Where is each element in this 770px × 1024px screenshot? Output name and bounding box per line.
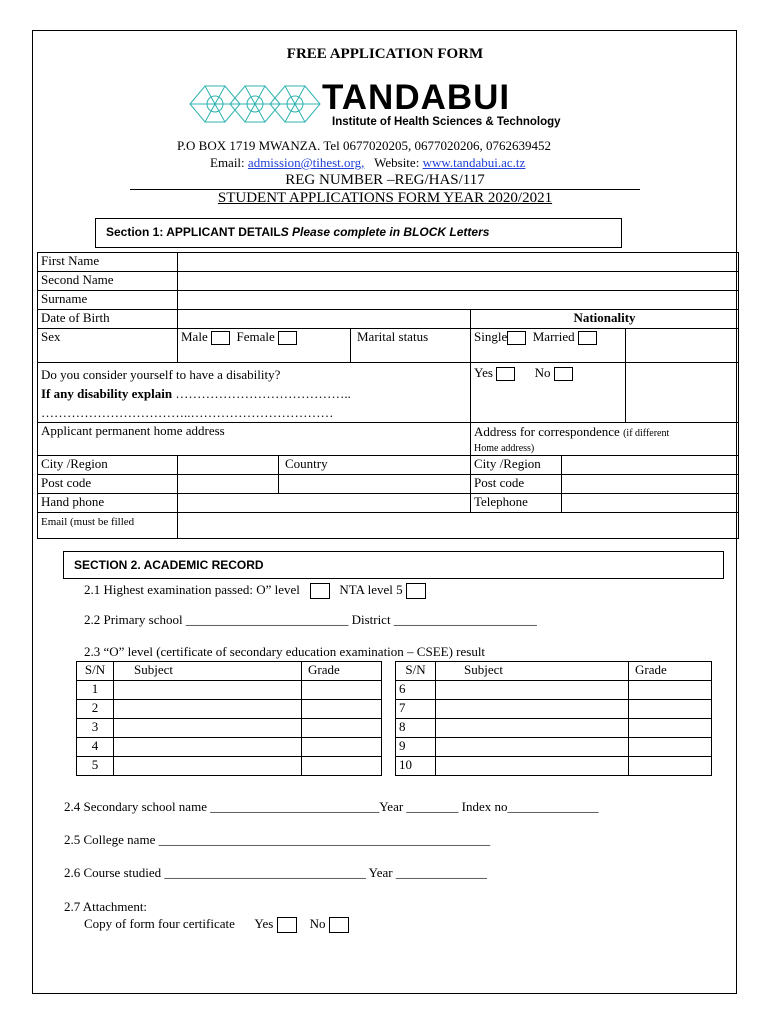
grade-cell[interactable] <box>302 719 382 738</box>
table-row <box>396 681 712 700</box>
disability-cell[interactable] <box>38 363 471 423</box>
subject-cell[interactable] <box>436 757 629 776</box>
disability-explain-label: If any disability explain <box>41 386 173 401</box>
sn-cell: 10 <box>396 757 436 776</box>
table-row <box>396 757 712 776</box>
table-row <box>396 719 712 738</box>
grade-cell[interactable] <box>302 757 382 776</box>
form-title: FREE APPLICATION FORM <box>286 46 484 62</box>
grade-cell[interactable] <box>302 738 382 757</box>
website-label: Website: <box>374 155 420 170</box>
sn-cell: 4 <box>77 738 114 757</box>
logo-name: TANDABUI <box>322 78 511 117</box>
logo-graphic <box>180 78 330 130</box>
table-row <box>38 363 739 423</box>
table-row <box>38 423 739 456</box>
email-link[interactable]: admission@tihest.org, <box>247 155 365 170</box>
table-row <box>77 738 382 757</box>
sn-cell: 6 <box>396 681 436 700</box>
table-row <box>77 681 382 700</box>
table-row <box>38 310 739 329</box>
address-line: P.O BOX 1719 MWANZA. Tel 0677020205, 0677020206, 0762639452 <box>177 138 552 153</box>
attach-yes-label: Yes <box>254 916 274 931</box>
table-row <box>77 719 382 738</box>
subject-cell[interactable] <box>114 700 302 719</box>
married-label: Married <box>532 329 575 344</box>
first-name-label: First Name <box>38 253 178 272</box>
telephone-field[interactable] <box>562 494 739 513</box>
home-address-label: Applicant permanent home address <box>38 423 471 456</box>
reg-number: REG NUMBER –REG/HAS/117 <box>130 172 640 190</box>
second-name-label: Second Name <box>38 272 178 291</box>
q21-line <box>84 582 426 599</box>
sn-cell: 1 <box>77 681 114 700</box>
corr-note-2: Home address) <box>474 443 535 454</box>
sex-options <box>178 329 351 363</box>
table-row <box>38 513 739 539</box>
nationality-field[interactable] <box>626 329 739 363</box>
subject-cell[interactable] <box>114 719 302 738</box>
disability-dots-line2: ……………………………..…………………………… <box>41 405 334 420</box>
subject-cell[interactable] <box>436 719 629 738</box>
hand-phone-field[interactable] <box>178 494 471 513</box>
table-row <box>38 475 739 494</box>
single-label: Single <box>474 329 508 344</box>
subject-cell[interactable] <box>436 700 629 719</box>
subject-cell[interactable] <box>114 738 302 757</box>
attach-yes-checkbox[interactable] <box>277 917 297 933</box>
nta-label: NTA level 5 <box>339 582 403 597</box>
marital-status-label: Marital status <box>351 329 471 363</box>
corr-post-code-field[interactable] <box>562 475 739 494</box>
marital-options <box>471 329 626 363</box>
q27-line: 2.7 Attachment: <box>64 899 148 914</box>
sn-cell: 7 <box>396 700 436 719</box>
grade-cell[interactable] <box>302 700 382 719</box>
sn-cell: 2 <box>77 700 114 719</box>
contact-line <box>210 155 525 171</box>
corr-post-code-label: Post code <box>471 475 562 494</box>
q26-line: 2.6 Course studied _______________________________ Year ______________ <box>64 865 487 880</box>
table-header-row <box>396 662 712 681</box>
country-label: Country <box>279 456 471 475</box>
grade-cell[interactable] <box>629 700 712 719</box>
attach-no-label: No <box>309 916 326 931</box>
sn-cell: 8 <box>396 719 436 738</box>
post-code-label: Post code <box>38 475 178 494</box>
logo-tagline: Institute of Health Sciences & Technology <box>332 116 561 128</box>
q23-line: 2.3 “O” level (certificate of secondary education examination – CSEE) result <box>84 644 486 659</box>
copy-form-label: Copy of form four certificate <box>84 916 235 931</box>
nta-checkbox[interactable] <box>406 583 426 599</box>
q21-label: 2.1 Highest examination passed: O” level <box>84 582 300 597</box>
dob-label: Date of Birth <box>38 310 178 329</box>
sn-cell: 5 <box>77 757 114 776</box>
disability-question: Do you consider yourself to have a disability? <box>41 367 281 382</box>
section1-instruction: S Please complete in BLOCK Letters <box>280 225 490 239</box>
table-row <box>396 738 712 757</box>
attachment-line <box>84 916 349 933</box>
subject-header: Subject <box>436 662 629 681</box>
email-must-label: Email (must be filled <box>38 513 178 539</box>
married-checkbox[interactable] <box>578 331 597 345</box>
second-name-field[interactable] <box>178 272 739 291</box>
table-row <box>38 456 739 475</box>
first-name-field[interactable] <box>178 253 739 272</box>
nationality-label: Nationality <box>471 310 739 329</box>
section1-heading <box>95 218 622 248</box>
corr-address-label: Address for correspondence <box>474 424 620 439</box>
grade-cell[interactable] <box>629 719 712 738</box>
disability-dots: ………………………………….. <box>175 386 351 401</box>
form-year: STUDENT APPLICATIONS FORM YEAR 2020/2021 <box>217 190 553 206</box>
female-checkbox[interactable] <box>278 331 297 345</box>
sex-label: Sex <box>38 329 178 363</box>
results-table-right <box>395 661 712 776</box>
table-row <box>396 700 712 719</box>
subject-cell[interactable] <box>114 681 302 700</box>
results-table-left <box>76 661 382 776</box>
disability-options <box>471 363 626 423</box>
grade-cell[interactable] <box>302 681 382 700</box>
disability-no-checkbox[interactable] <box>554 367 573 381</box>
subject-cell[interactable] <box>436 738 629 757</box>
table-row <box>38 329 739 363</box>
surname-label: Surname <box>38 291 178 310</box>
grade-header: Grade <box>302 662 382 681</box>
table-row <box>38 253 739 272</box>
sn-cell: 9 <box>396 738 436 757</box>
grade-cell[interactable] <box>629 757 712 776</box>
applicant-details-table <box>37 252 739 539</box>
surname-field[interactable] <box>178 291 739 310</box>
section2-heading: SECTION 2. ACADEMIC RECORD <box>63 551 724 579</box>
email-field[interactable] <box>178 513 739 539</box>
female-label: Female <box>236 329 275 344</box>
grade-cell[interactable] <box>629 681 712 700</box>
city-field[interactable] <box>178 456 279 475</box>
yes-label: Yes <box>474 365 493 380</box>
male-label: Male <box>181 329 208 344</box>
corr-note: (if different <box>623 428 670 439</box>
dob-field[interactable] <box>178 310 471 329</box>
sn-cell: 3 <box>77 719 114 738</box>
website-link[interactable]: www.tandabui.ac.tz <box>422 155 526 170</box>
q22-line: 2.2 Primary school _________________________ District ______________________ <box>84 612 537 627</box>
table-row <box>38 272 739 291</box>
single-checkbox[interactable] <box>507 331 526 345</box>
city-label: City /Region <box>38 456 178 475</box>
grade-cell[interactable] <box>629 738 712 757</box>
subject-cell[interactable] <box>114 757 302 776</box>
telephone-label: Telephone <box>471 494 562 513</box>
corr-city-field[interactable] <box>562 456 739 475</box>
country-field[interactable] <box>279 475 471 494</box>
table-row <box>38 291 739 310</box>
disability-yes-checkbox[interactable] <box>496 367 515 381</box>
subject-cell[interactable] <box>436 681 629 700</box>
post-code-field[interactable] <box>178 475 279 494</box>
grade-header: Grade <box>629 662 712 681</box>
no-label: No <box>534 365 551 380</box>
table-row <box>38 494 739 513</box>
disability-extra-field <box>626 363 739 423</box>
sn-header: S/N <box>77 662 114 681</box>
section1-title: Section 1: APPLICANT DETAIL <box>106 225 281 239</box>
corr-address-cell <box>471 423 739 456</box>
corr-city-label: City /Region <box>471 456 562 475</box>
hand-phone-label: Hand phone <box>38 494 178 513</box>
q24-line: 2.4 Secondary school name __________________________Year ________ Index no______________ <box>64 799 599 814</box>
table-row <box>77 757 382 776</box>
email-label: Email: <box>210 155 245 170</box>
o-level-checkbox[interactable] <box>310 583 330 599</box>
table-header-row <box>77 662 382 681</box>
subject-header: Subject <box>114 662 302 681</box>
q25-line: 2.5 College name ___________________________________________________ <box>64 832 491 847</box>
male-checkbox[interactable] <box>211 331 230 345</box>
sn-header: S/N <box>396 662 436 681</box>
table-row <box>77 700 382 719</box>
attach-no-checkbox[interactable] <box>329 917 349 933</box>
